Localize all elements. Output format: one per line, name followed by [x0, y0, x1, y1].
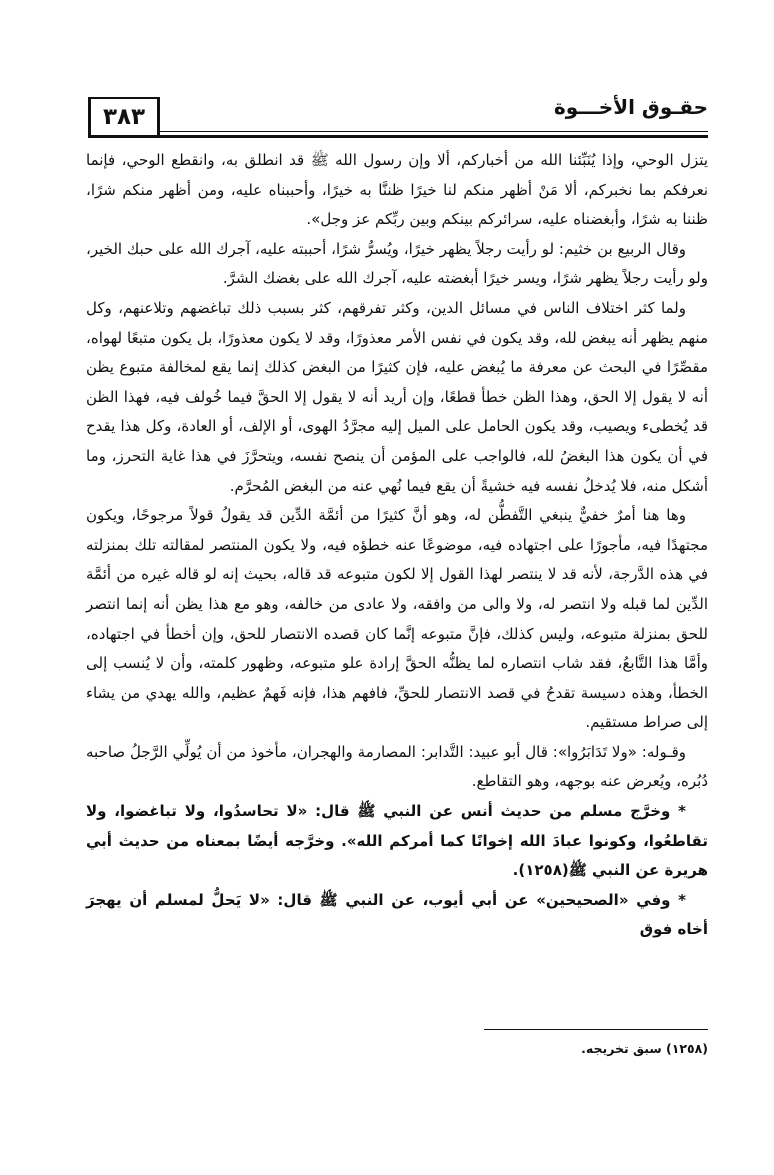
- footnote: (١٢٥٨) سبق تخريجه.: [581, 1041, 708, 1056]
- paragraph: يتزل الوحي، وإذا يُنَبِّئنا الله من أخباركم، ألا وإن رسول الله ﷺ قد انطلق به، وانقطع الوحي، فإنما نعرفكم بما نخبركم، ألا مَنْ أظهر منكم لنا خيرًا ظننَّا به خيرًا، وأحببناه عليه، ومن أظهر منكم شرًا، ظننا به شرًا، وأبغضناه عليه، سرائركم بينكم وبين ربِّكم عز وجل».: [86, 151, 708, 229]
- page-number: ٣٨٣: [88, 97, 160, 135]
- hadith-paragraph: * وخرَّج مسلم من حديث أنس عن النبي ﷺ قال: «لا تحاسدُوا، ولا تباغضوا، ولا تقاطعُوا، وكونوا عبادَ الله إخوانًا كما أمركم الله». وخرَّجه أيضًا بمعناه من حديث أبي هريرة عن النبي ﷺ(١٢٥٨).: [86, 802, 708, 880]
- page-header: [88, 93, 708, 137]
- paragraph: وقال الربيع بن خثيم: لو رأيت رجلاً يظهر خيرًا، ويُسرُّ شرًا، أحببته عليه، آجرك الله على حبك الخير، ولو رأيت رجلاً يظهر شرًا، ويسر خيرًا أبغضته عليه، آجرك الله على بغضك الشرَّ.: [86, 239, 708, 288]
- body-text: [86, 146, 708, 945]
- header-rule-thick: [88, 135, 708, 138]
- paragraph: وها هنا أمرٌ خفيٌّ ينبغي التَّفطُّن له، وهو أنَّ كثيرًا من أئمَّة الدِّين قد يقولُ قولاً مرجوحًا، ويكون مجتهدًا فيه، مأجورًا على اجتهاده فيه، موضوعًا عنه خطؤه فيه، ولا يكون المنتصر لمقالته تلك بمنزلته في هذه الدَّرجة، لأنه قد لا ينتصر لهذا القول إلا لكون متبوعه قد قاله، بحيث إنه لو قاله غيره من أئمَّة الدِّين لما قبله ولا انتصر له، ولا والى من وافقه، ولا عادى من خالفه، وهو مع هذا يظن أنه إنما انتصر للحق بمنزلة متبوعه، وليس كذلك، فإنَّ متبوعه إنَّما كان قصده الانتصار للحق، وإن أخطأ في اجتهاده، وأمَّا هذا التَّابعُ، فقد شاب انتصاره لما يظنُّه الحقَّ إرادة علو متبوعه، وظهور كلمته، وأن لا يُنسب إلى الخطأ، وهذه دسيسة تقدحُ في قصد الانتصار للحقِّ، فافهم هذا، فإنه فَهمٌ عظيم، والله يهدي من يشاء إلى صراط مستقيم.: [86, 506, 708, 732]
- hadith-paragraph: * وفي «الصحيحين» عن أبي أيوب، عن النبي ﷺ قال: «لا يَحلُّ لمسلم أن يهجرَ أخاه فوق: [86, 890, 708, 939]
- paragraph: وقـوله: «ولا تَدَابَرُوا»: قال أبو عبيد: التَّدابر: المصارمة والهجران، مأخوذ من أن يُولِّي الرَّجلُ صاحبه دُبُره، ويُعرض عنه بوجهه، وهو التقاطع.: [86, 742, 708, 791]
- header-rule-thin: [160, 131, 708, 132]
- footnote-separator: [484, 1029, 708, 1030]
- paragraph: ولما كثر اختلاف الناس في مسائل الدين، وكثر تفرقهم، كثر بسبب ذلك تباغضهم وتلاعنهم، وكل منهم يظهر أنه يبغض لله، وقد يكون في نفس الأمر معذورًا، وقد لا يكون معذورًا، بل يكون متبعًا لهواه، مقصِّرًا في البحث عن معرفة ما يُبغض عليه، فإن كثيرًا من البغض كذلك إنما يقع لمخالفة متبوع يظن أنه لا يقول إلا الحق، وهذا الظن خطأ قطعًا، وإن أريد أنه لا يقول إلا الحقَّ فيما خُولف فيه، فهذا الظن قد يُخطىء ويصيب، وقد يكون الحامل على الميل إليه مجرَّدُ الهوى، أو الإلف، أو العادة، وكل هذا يقدح في أن يكون هذا البغضُ لله، فالواجب على المؤمن أن ينصح نفسه، ويتحرَّزَ في هذا غاية التحرز، وما أشكل منه، فلا يُدخلُ نفسه فيه خشيةً أن يقع فيما نُهي عنه من البغض المُحرَّم.: [86, 298, 708, 495]
- running-title: حقـوق الأخـــوة: [553, 95, 708, 119]
